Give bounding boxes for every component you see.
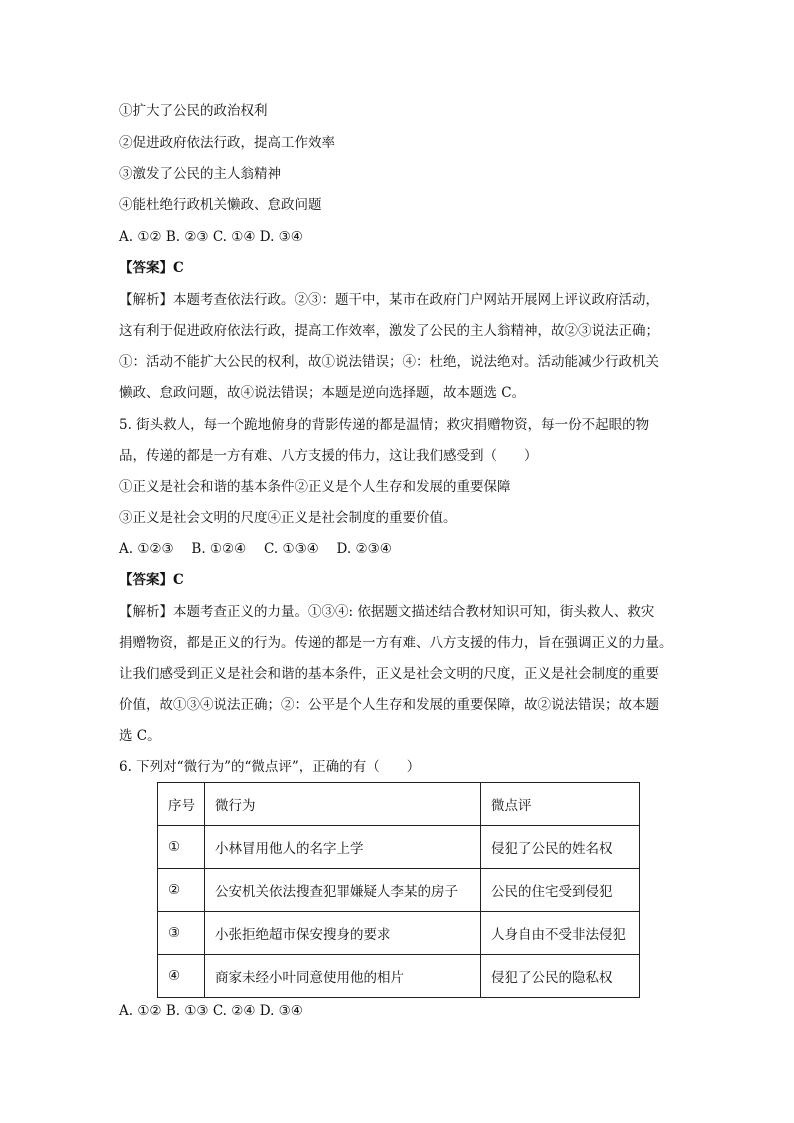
q5-analysis-line-4: 价值，故①③④说法正确；②：公平是个人生存和发展的重要保障，故②说法错误；故本题 (119, 697, 659, 713)
q5-choices: A. ①②③ B. ①②④ C. ①③④ D. ②③④ (119, 541, 392, 557)
table-row (158, 912, 640, 955)
row-comment: 公民的住宅受到侵犯 (481, 869, 640, 912)
q6-stem: 6. 下列对“微行为”的“微点评”，正确的有（ ） (119, 759, 421, 775)
table-row (158, 955, 640, 998)
row-comment: 人身自由不受非法侵犯 (481, 912, 640, 955)
q5-stem-line-2: 品，传递的都是一方有难、八方支援的伟力，这让我们感受到（ ） (119, 448, 538, 464)
q6-choices: A. ①② B. ①③ C. ②④ D. ③④ (119, 1003, 303, 1019)
row-behavior: 小张拒绝超市保安搜身的要求 (205, 912, 481, 955)
q4-option-1: ①扩大了公民的政治权利 (119, 103, 268, 119)
row-number: ③ (158, 912, 205, 955)
q5-answer: 【答案】C (119, 572, 184, 588)
q4-analysis-line-2: 这有利于促进政府依法行政，提高工作效率，激发了公民的主人翁精神，故②③说法正确； (119, 323, 659, 339)
q6-table (157, 782, 640, 998)
q4-analysis-line-4: 懒政、怠政问题，故④说法错误；本题是逆向选择题，故本题选 C。 (119, 385, 526, 401)
table-row (158, 826, 640, 869)
row-number: ② (158, 869, 205, 912)
row-comment: 侵犯了公民的姓名权 (481, 826, 640, 869)
q5-analysis-line-2: 捐赠物资，都是正义的行为。传递的都是一方有难、八方支援的伟力，旨在强调正义的力量。 (119, 635, 673, 651)
table-row (158, 869, 640, 912)
row-behavior: 商家未经小叶同意使用他的相片 (205, 955, 481, 998)
row-number: ④ (158, 955, 205, 998)
q4-option-2: ②促进政府依法行政，提高工作效率 (119, 135, 335, 151)
row-comment: 侵犯了公民的隐私权 (481, 955, 640, 998)
q4-option-3: ③激发了公民的主人翁精神 (119, 166, 281, 182)
q4-option-4: ④能杜绝行政机关懒政、怠政问题 (119, 197, 322, 213)
q5-stem-line-1: 5. 街头救人，每一个跪地俯身的背影传递的都是温情；救灾捐赠物资，每一份不起眼的物 (119, 417, 650, 433)
header-behavior: 微行为 (205, 783, 481, 826)
q5-option-line-2: ③正义是社会文明的尺度④正义是社会制度的重要价值。 (119, 510, 457, 526)
row-behavior: 公安机关依法搜查犯罪嫌疑人李某的房子 (205, 869, 481, 912)
header-number: 序号 (158, 783, 205, 826)
q5-option-line-1: ①正义是社会和谐的基本条件②正义是个人生存和发展的重要保障 (119, 479, 511, 495)
table-header-row (158, 783, 640, 826)
header-comment: 微点评 (481, 783, 640, 826)
q4-analysis-line-1: 【解析】本题考查依法行政。②③：题干中，某市在政府门户网站开展网上评议政府活动， (119, 292, 659, 308)
q4-choices: A. ①② B. ②③ C. ①④ D. ③④ (119, 229, 303, 245)
q5-analysis-line-3: 让我们感受到正义是社会和谐的基本条件，正义是社会文明的尺度，正义是社会制度的重要 (119, 666, 659, 682)
row-number: ① (158, 826, 205, 869)
q4-analysis-line-3: ①：活动不能扩大公民的权利，故①说法错误；④：杜绝，说法绝对。活动能减少行政机关 (119, 354, 659, 370)
q5-analysis-line-5: 选 C。 (119, 728, 161, 744)
q5-analysis-line-1: 【解析】本题考查正义的力量。①③④: 依据题文描述结合教材知识可知，街头救人、救灾 (119, 604, 655, 620)
row-behavior: 小林冒用他人的名字上学 (205, 826, 481, 869)
q4-answer: 【答案】C (119, 260, 184, 276)
